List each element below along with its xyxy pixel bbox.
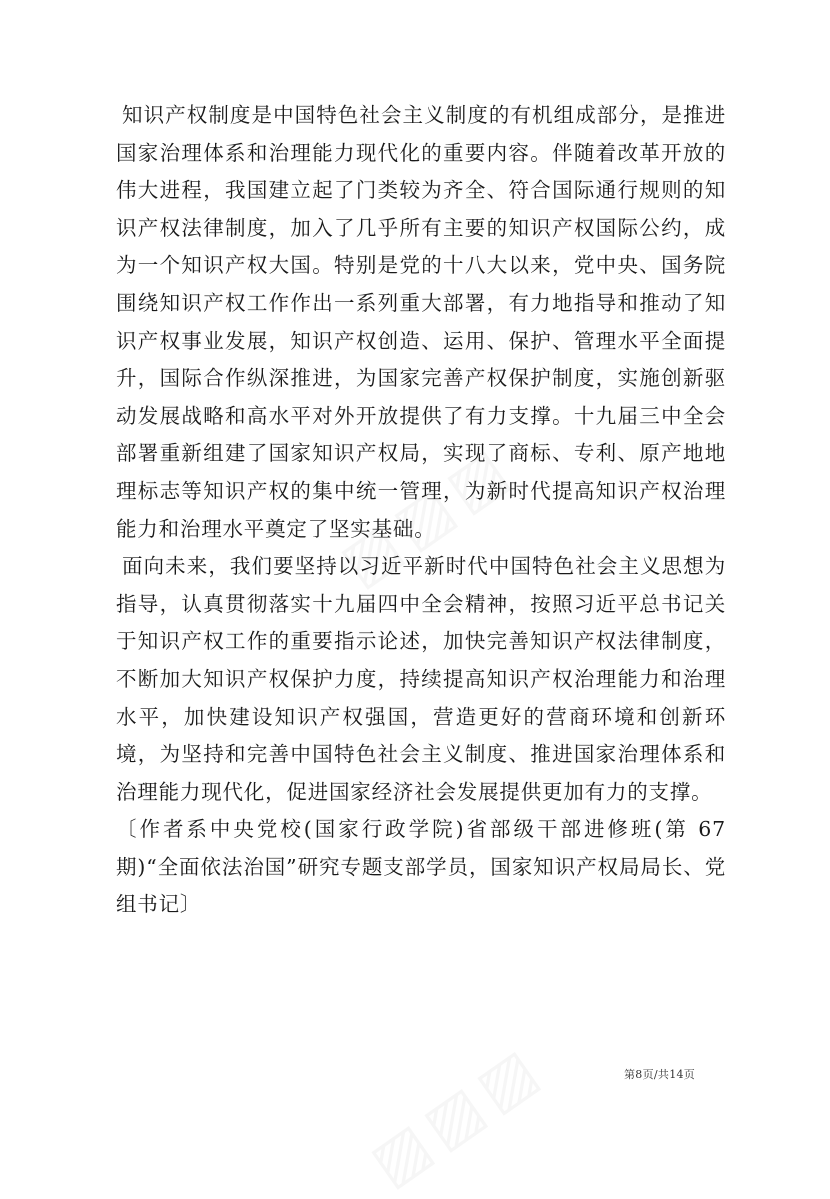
document-body (116, 97, 726, 924)
page-number: 第8页/共14页 (624, 1068, 696, 1081)
author-note: 〔作者系中央党校(国家行政学院)省部级干部进修班(第 67 期)“全面依法治国”研究专题支部学员，国家知识产权局局长、党组书记〕 (116, 817, 726, 917)
paragraph-intro: 知识产权制度是中国特色社会主义制度的有机组成部分，是推进国家治理体系和治理能力现代化的重要内容。伴随着改革开放的伟大进程，我国建立起了门类较为齐全、符合国际通行规则的知识产权法律制度，加入了几乎所有主要的知识产权国际公约，成为一个知识产权大国。特别是党的十八大以来，党中央、国务院围绕知识产权工作作出一系列重大部署，有力地指导和推动了知识产权事业发展，知识产权创造、运用、保护、管理水平全面提升，国际合作纵深推进，为国家完善产权保护制度，实施创新驱动发展战略和高水平对外开放提供了有力支撑。十九届三中全会部署重新组建了国家知识产权局，实现了商标、专利、原产地地理标志等知识产权的集中统一管理，为新时代提高知识产权治理能力和治理水平奠定了坚实基础。 (116, 103, 726, 541)
paragraph-outlook: 面向未来，我们要坚持以习近平新时代中国特色社会主义思想为指导，认真贯彻落实十九届四中全会精神，按照习近平总书记关于知识产权工作的重要指示论述，加快完善知识产权法律制度，不断加大知识产权保护力度，持续提高知识产权治理能力和治理水平，加快建设知识产权强国，营造更好的营商环境和创新环境，为坚持和完善中国特色社会主义制度、推进国家治理体系和治理能力现代化，促进国家经济社会发展提供更加有力的支撑。 (116, 554, 726, 804)
